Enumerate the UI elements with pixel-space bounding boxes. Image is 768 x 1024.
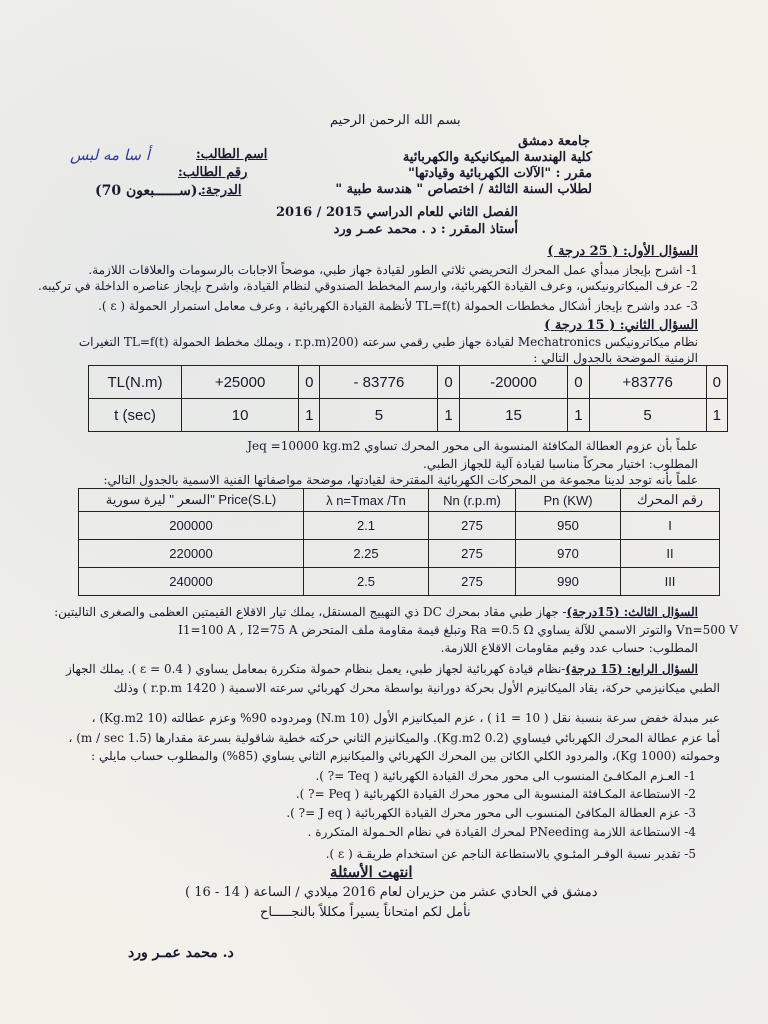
table-cell: 15 <box>459 399 568 432</box>
table-cell: 240000 <box>79 568 304 596</box>
table-cell: 5 <box>589 399 706 432</box>
faculty-name: كلية الهندسة الميكانيكية والكهربائية <box>402 150 592 165</box>
table-cell: 275 <box>429 540 516 568</box>
col-header-lambda: λ n=Tmax /Tn <box>304 489 429 512</box>
q4-first-line <box>66 661 698 677</box>
q4-item-3: 3- عزم العطالة المكافئ المنسوب الى محور محرك القيادة الكهربائية ( J eq =? ). <box>286 806 696 820</box>
q2-required: المطلوب: اختيار محركاً مناسبا لقيادة آلية للجهاز الطبي. <box>423 457 698 471</box>
q4-item-2: 2- الاستطاعة المكـافئة المنسوبة الى محور محرك القيادة الكهربائية ( Peq =? ). <box>295 787 696 801</box>
table-cell: 10 <box>182 399 299 432</box>
q3-line-1: - جهاز طبي مقاد بمحرك DC ذي التهييج المستقل، يملك تيار الاقلاع القيمتين العظمى والصغرى التاليتين: <box>54 605 567 619</box>
table-cell: 2.25 <box>304 540 429 568</box>
table-cell: 1 <box>706 399 727 432</box>
good-luck-wish: نأمل لكم امتحاناً يسيراً مكللاً بالنجـــــاح <box>260 905 471 920</box>
table-cell: +83776 <box>589 366 706 399</box>
end-of-questions: انتهت الأسئلة <box>330 863 413 881</box>
tl-row-label: TL(N.m) <box>89 366 182 399</box>
q4-line-1: -نظام قيادة كهربائية لجهاز طبي، يعمل بنظام حمولة متكررة بمعامل يساوي ( ε = 0.4 ). يملك الجهاز <box>66 662 566 676</box>
load-diagram-table <box>88 365 728 432</box>
q4-line-3: عبر مبدلة خفض سرعة بنسبة نقل ( i1 = 10 ) ، عزم الميكانيزم الأول (10 N.m) ومردوده 90% وعزم عطالته (10 Kg.m2) ، <box>91 711 720 725</box>
table-cell: 275 <box>429 568 516 596</box>
table-row <box>79 489 720 512</box>
table-cell: III <box>621 568 720 596</box>
table-cell: II <box>621 540 720 568</box>
motors-table <box>78 488 720 596</box>
table-cell: 200000 <box>79 512 304 540</box>
table-cell: 220000 <box>79 540 304 568</box>
instructor-line: أستاذ المقرر : د . محمد عمـر ورد <box>333 222 518 237</box>
table-cell: 1 <box>568 399 589 432</box>
q4-item-4: 4- الاستطاعة اللازمة PNeeding لمحرك القيادة في نظام الحـمولة المتكررة . <box>307 825 696 839</box>
q4-line-2: الطبي ميكانيزمي حركة، يقاد الميكانيزم الأول بحركة دورانية بواسطة محرك كهربائي سرعته الاسمية ( 1420 r.p.m ) وذلك <box>113 681 720 695</box>
exam-date: دمشق في الحادي عشر من حزيران لعام 2016 ميلادي / الساعة ( 14 - 16 ) <box>185 885 598 900</box>
q3-first-line <box>54 604 698 620</box>
t-row-label: t (sec) <box>89 399 182 432</box>
table-cell: 1 <box>438 399 459 432</box>
grade-value: (70 ســــــبعون). <box>95 183 203 199</box>
table-cell: -20000 <box>459 366 568 399</box>
table-cell: 0 <box>299 366 320 399</box>
table-row <box>79 568 720 596</box>
q1-item-1: 1- اشرح بإيجاز مبدأي عمل المحرك التحريضي ثلاثي الطور لقيادة جهاز طبي، موضحاً الاجابات بالرسومات والعلاقات اللازمة. <box>88 263 698 277</box>
col-header-nn: Nn (r.p.m) <box>429 489 516 512</box>
table-cell: 2.1 <box>304 512 429 540</box>
q2-line-1: نظام ميكاترونيكس Mechatronics لقيادة جهاز طبي رقمي سرعته (200(r.p.m ، ويملك مخطط الحمولة TL=f(t) التغيرات <box>78 335 698 349</box>
col-header-price: السعر " ليرة سورية" Price(S.L) <box>79 489 304 512</box>
q3-title: السؤال الثالث: (15درجة) <box>566 605 698 619</box>
q4-line-4: أما عزم عطالة المحرك الكهربائي فيساوي (0.2 Kg.m2). والميكانيزم الثاني حركته خطية شاقولية بسرعة مقدارها (1.5 m / sec) ، <box>68 731 720 745</box>
signature: د. محمد عمـر ورد <box>128 945 234 961</box>
table-cell: 950 <box>516 512 621 540</box>
table-cell: 2.5 <box>304 568 429 596</box>
table-row <box>79 512 720 540</box>
q4-item-5: 5- تقدير نسبة الوفـر المئـوي بالاستطاعة الناجم عن استخدام طريقـة ( ε ). <box>325 847 696 861</box>
q2-line-2: الزمنية الموضحة بالجدول التالي : <box>533 351 698 365</box>
table-cell: 275 <box>429 512 516 540</box>
audience-line: لطلاب السنة الثالثة / اختصاص " هندسة طبية " <box>335 182 592 197</box>
q3-line-2: I1=100 A , I2=75 A وتبلغ قيمة مقاومة ملف المتحرض Ra =0.5 Ω والتوتر الاسمي للآلة يساوي Vn=500 V <box>178 623 738 637</box>
student-name-label: اسم الطالب: <box>196 147 268 162</box>
q4-title: السؤال الرابع: (15 درجة) <box>565 662 698 676</box>
q2-intro: علماً بأنه توجد لدينا مجموعة من المحركات الكهربائية المقترحة لقيادتها، موضحة مواصفاتها الفنية الاسمية بالجدول التالي: <box>103 473 698 487</box>
q1-item-3: 3- عدد واشرح بإيجاز أشكال مخططات الحمولة TL=f(t) لأنظمة القيادة الكهربائية ، وعرف معامل استمرار الحمولة ( ε ). <box>98 299 698 313</box>
q1-item-2: 2- عرف الميكاترونيكس، وعرف القيادة الكهربائية، وارسم المخطط الصندوقي لنظام القيادة، واشرح بإيجاز عناصره الداخلة في تركيبه. <box>37 279 698 293</box>
basmala: بسم الله الرحمن الرحيم <box>330 113 461 128</box>
university-name: جامعة دمشق <box>518 134 590 149</box>
jeq-line: علماً بأن عزوم العطالة المكافئة المنسوبة الى محور المحرك تساوي Jeq =10000 kg.m2 <box>247 439 698 453</box>
q4-line-5: وحمولته (1000 Kg)، والمردود الكلي الكائن بين المحرك الكهربائي والميكانيزم الثاني يساوي (85%) والمطلوب حساب مايلي : <box>91 749 720 763</box>
col-header-motor-number: رقم المحرك <box>621 489 720 512</box>
q3-required: المطلوب: حساب عدد وقيم مقاومات الاقلاع اللازمة. <box>440 641 698 655</box>
table-cell: - 83776 <box>320 366 438 399</box>
table-cell: 1 <box>299 399 320 432</box>
table-cell: 0 <box>706 366 727 399</box>
semester-line: الفصل الثاني للعام الدراسي 2015 / 2016 <box>275 205 518 220</box>
course-name: مقرر : "الآلات الكهربائية وقيادتها" <box>408 166 592 181</box>
q4-item-1: 1- العـزم المكافـئ المنسوب الى محور محرك القيادة الكهربائية ( Teq =? ). <box>315 769 696 783</box>
table-cell: 0 <box>568 366 589 399</box>
table-cell: 990 <box>516 568 621 596</box>
grade-label: الدرجة: <box>201 183 242 198</box>
table-row <box>89 399 728 432</box>
table-cell: +25000 <box>182 366 299 399</box>
q2-title: السؤال الثاني: ( 15 درجة ) <box>544 318 698 333</box>
q1-title: السؤال الأول: ( 25 درجة ) <box>547 244 698 259</box>
table-cell: 970 <box>516 540 621 568</box>
table-cell: I <box>621 512 720 540</box>
student-name-value: أ سا مه لبس <box>70 146 150 164</box>
table-row <box>89 366 728 399</box>
table-cell: 5 <box>320 399 438 432</box>
student-number-label: رقم الطالب: <box>178 165 248 180</box>
table-row <box>79 540 720 568</box>
col-header-pn: Pn (KW) <box>516 489 621 512</box>
table-cell: 0 <box>438 366 459 399</box>
